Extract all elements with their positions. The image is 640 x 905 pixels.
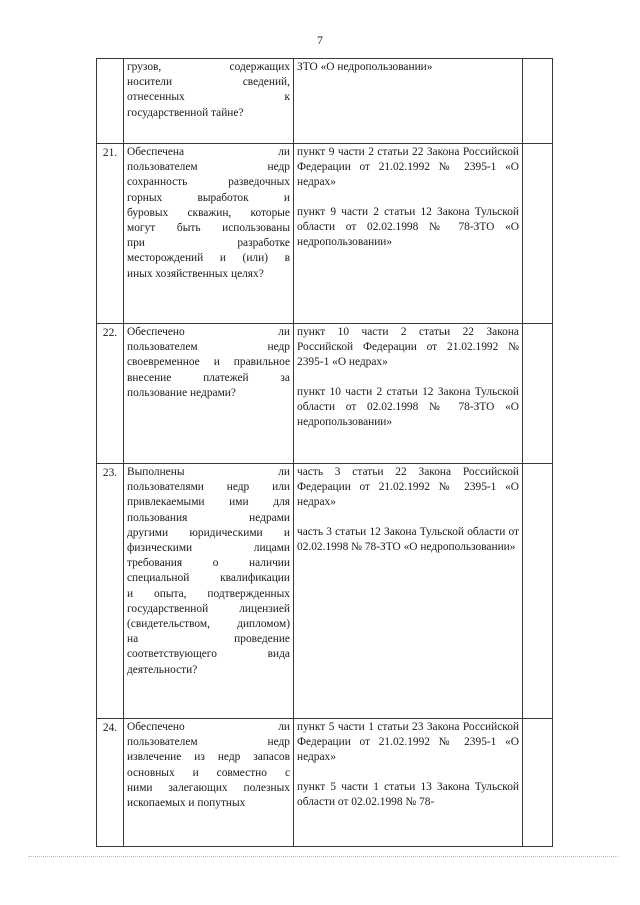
question-line: ними залегающих полезных bbox=[127, 781, 290, 794]
result-cell bbox=[523, 59, 553, 144]
requirement-question bbox=[124, 59, 294, 144]
question-line: физическими лицами bbox=[127, 542, 290, 555]
table-row bbox=[97, 324, 553, 464]
legal-reference-paragraph: пункт 9 части 2 статьи 12 Закона Тульской области от 02.02.1998 № 78-ЗТО «О недропользовании» bbox=[297, 205, 519, 249]
row-number: 21. bbox=[97, 144, 124, 324]
question-line: пользования недрами bbox=[127, 511, 290, 524]
result-cell bbox=[523, 144, 553, 324]
legal-reference-paragraph: часть 3 статьи 12 Закона Тульской области от 02.02.1998 № 78-ЗТО «О недропользовании» bbox=[297, 525, 519, 553]
question-line: сохранность разведочных bbox=[127, 176, 290, 189]
legal-reference-paragraph: пункт 9 части 2 статьи 22 Закона Российской Федерации от 21.02.1992 № 2395-1 «О недрах» bbox=[297, 146, 519, 189]
legal-reference bbox=[294, 144, 523, 324]
question-line: Обеспечено ли bbox=[127, 326, 290, 338]
scan-artifact-line bbox=[28, 856, 618, 857]
requirements-table bbox=[96, 58, 553, 847]
question-line: другими юридическими и bbox=[127, 526, 290, 539]
question-line: месторождений и (или) в bbox=[127, 252, 290, 265]
legal-reference-paragraph: часть 3 статьи 22 Закона Российской Федерации от 21.02.1992 № 2395-1 «О недрах» bbox=[297, 466, 519, 509]
question-line: грузов, содержащих bbox=[127, 61, 290, 73]
table-row bbox=[97, 144, 553, 324]
question-line: отнесенных к bbox=[127, 91, 290, 104]
question-line: внесение платежей за bbox=[127, 371, 290, 384]
requirement-question bbox=[124, 144, 294, 324]
question-line: горных выработок и bbox=[127, 191, 290, 204]
legal-reference-paragraph: ЗТО «О недропользовании» bbox=[297, 61, 433, 73]
question-line: основных и совместно с bbox=[127, 766, 290, 779]
question-line: требования о наличии bbox=[127, 557, 290, 570]
page-number: 7 bbox=[317, 33, 323, 47]
question-line: государственной тайне? bbox=[127, 106, 244, 119]
legal-reference bbox=[294, 464, 523, 719]
question-line: своевременное и правильное bbox=[127, 356, 290, 369]
row-number: 23. bbox=[97, 464, 124, 719]
question-line: при разработке bbox=[127, 237, 290, 250]
requirement-question bbox=[124, 324, 294, 464]
question-line: иных хозяйственных целях? bbox=[127, 267, 264, 280]
legal-reference bbox=[294, 59, 523, 144]
question-line: извлечение из недр запасов bbox=[127, 751, 290, 764]
question-line: на проведение bbox=[127, 633, 290, 646]
question-line: ископаемых и попутных bbox=[127, 797, 246, 810]
question-line: государственной лицензией bbox=[127, 602, 290, 615]
question-line: Выполнены ли bbox=[127, 466, 290, 478]
result-cell bbox=[523, 719, 553, 847]
question-line: специальной квалификации bbox=[127, 572, 290, 585]
question-line: могут быть использованы bbox=[127, 222, 290, 235]
question-line: пользователем недр bbox=[127, 161, 290, 174]
question-line: Обеспечено ли bbox=[127, 721, 290, 733]
row-number: 22. bbox=[97, 324, 124, 464]
question-line: носители сведений, bbox=[127, 76, 290, 89]
legal-reference bbox=[294, 719, 523, 847]
question-line: Обеспечена ли bbox=[127, 146, 290, 158]
legal-reference-paragraph: пункт 5 части 1 статьи 23 Закона Российской Федерации от 21.02.1992 № 2395-1 «О недрах» bbox=[297, 721, 519, 764]
question-line: соответствующего вида bbox=[127, 648, 290, 661]
question-line: привлекаемыми ими для bbox=[127, 496, 290, 509]
question-line: пользователем недр bbox=[127, 341, 290, 354]
legal-reference-paragraph: пункт 10 части 2 статьи 12 Закона Тульской области от 02.02.1998 № 78-ЗТО «О недропользовании» bbox=[297, 385, 519, 429]
result-cell bbox=[523, 324, 553, 464]
legal-reference-paragraph: пункт 10 части 2 статьи 22 Закона Российской Федерации от 21.02.1992 № 2395-1 «О недрах» bbox=[297, 326, 519, 369]
question-line: и опыта, подтвержденных bbox=[127, 587, 290, 600]
requirement-question bbox=[124, 464, 294, 719]
legal-reference-paragraph: пункт 5 части 1 статьи 13 Закона Тульской области от 02.02.1998 № 78- bbox=[297, 780, 519, 808]
question-line: пользование недрами? bbox=[127, 386, 236, 399]
table-row bbox=[97, 719, 553, 847]
table-row bbox=[97, 464, 553, 719]
question-line: пользователями недр или bbox=[127, 481, 290, 494]
question-line: деятельности? bbox=[127, 663, 198, 676]
table-row bbox=[97, 59, 553, 144]
question-line: (свидетельством, дипломом) bbox=[127, 618, 290, 631]
question-line: буровых скважин, которые bbox=[127, 206, 290, 219]
legal-reference bbox=[294, 324, 523, 464]
row-number: 24. bbox=[97, 719, 124, 847]
row-number bbox=[97, 59, 124, 144]
question-line: пользователем недр bbox=[127, 736, 290, 749]
result-cell bbox=[523, 464, 553, 719]
requirement-question bbox=[124, 719, 294, 847]
